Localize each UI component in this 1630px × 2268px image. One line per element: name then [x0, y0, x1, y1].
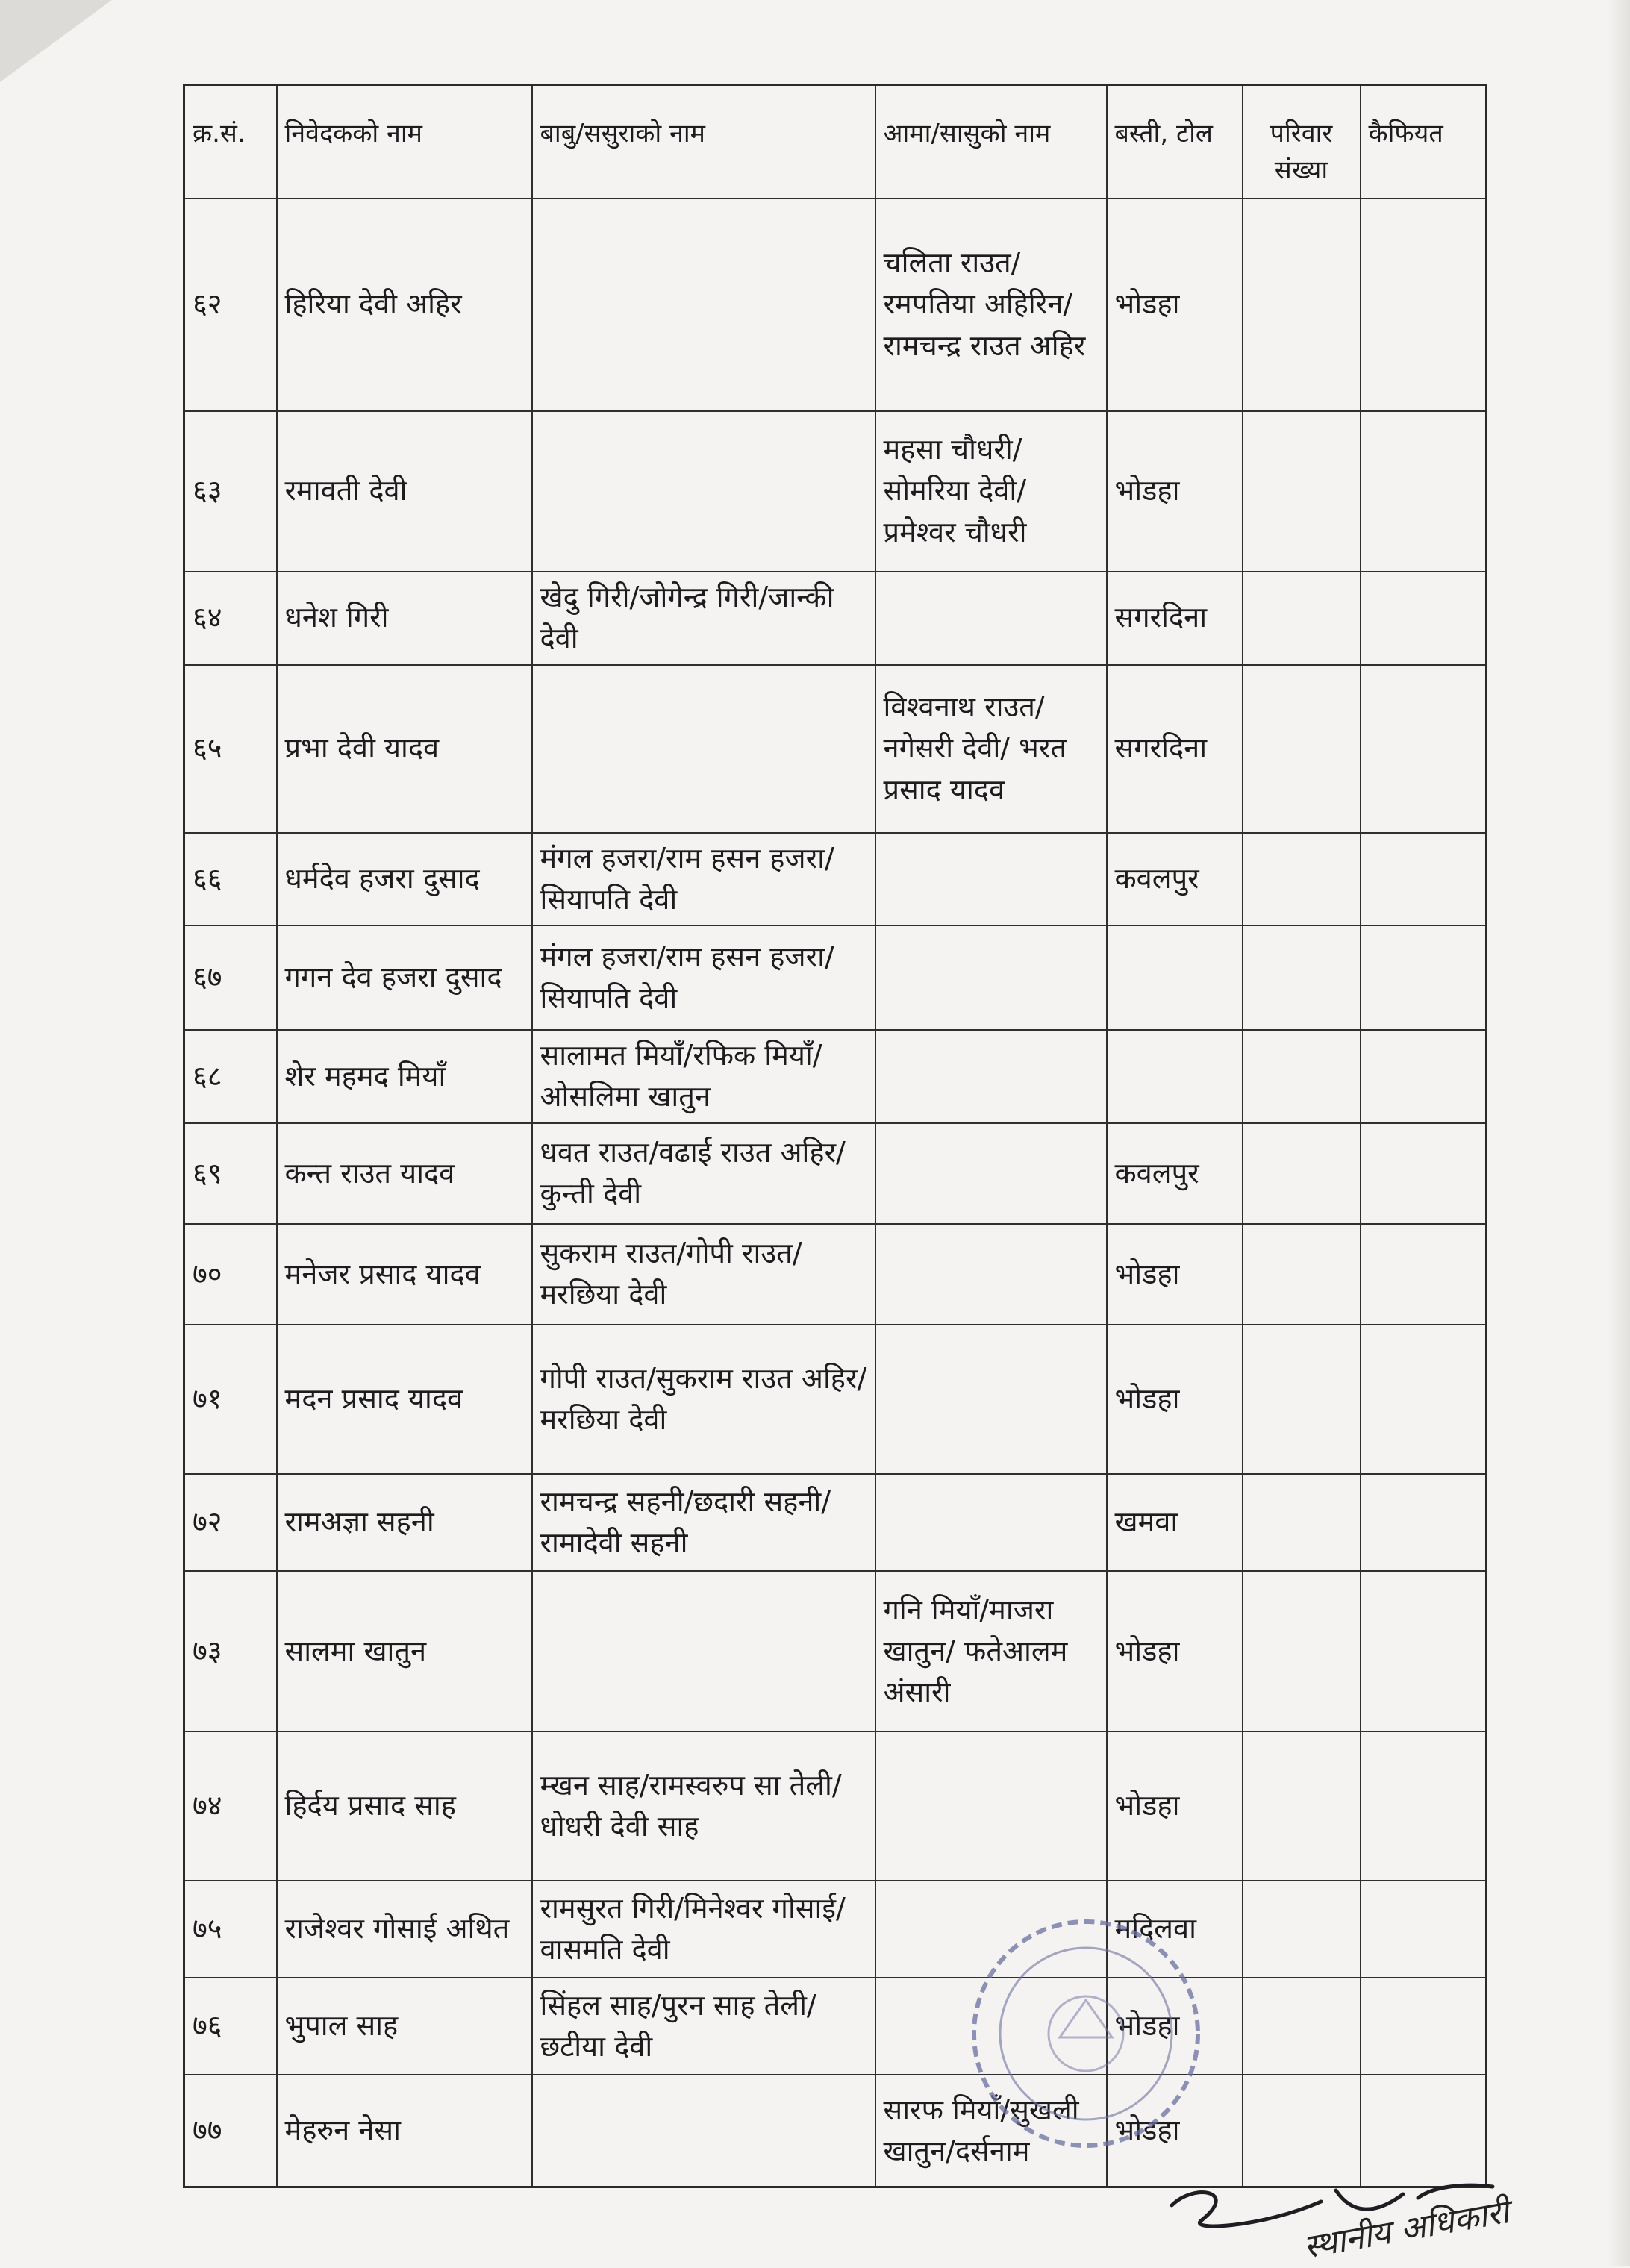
- header-remarks: कैफियत: [1361, 85, 1487, 199]
- settlement: [1107, 1030, 1243, 1123]
- remarks: [1361, 1224, 1487, 1325]
- applicant-register-table: [183, 84, 1487, 2188]
- remarks: [1361, 1731, 1487, 1881]
- applicant-name: शेर महमद मियाँ: [277, 1030, 532, 1123]
- applicant-name: मनेजर प्रसाद यादव: [277, 1224, 532, 1325]
- applicant-name: गगन देव हजरा दुसाद: [277, 925, 532, 1030]
- header-father: बाबु/ससुराको नाम: [532, 85, 875, 199]
- family-count: [1243, 1123, 1361, 1224]
- table-row: [184, 572, 1487, 665]
- applicant-name: धर्मदेव हजरा दुसाद: [277, 833, 532, 925]
- remarks: [1361, 199, 1487, 411]
- father-name: रामसुरत गिरी/मिनेश्वर गोसाई/वासमति देवी: [532, 1881, 875, 1978]
- remarks: [1361, 833, 1487, 925]
- table-row: [184, 1571, 1487, 1731]
- serial-number: ७५: [184, 1881, 277, 1978]
- table-row: [184, 1978, 1487, 2075]
- father-name: मंगल हजरा/राम हसन हजरा/सियापति देवी: [532, 925, 875, 1030]
- father-name: सुकराम राउत/गोपी राउत/ मरछिया देवी: [532, 1224, 875, 1325]
- table-row: [184, 1030, 1487, 1123]
- father-name: सालामत मियाँ/रफिक मियाँ/ओसलिमा खातुन: [532, 1030, 875, 1123]
- remarks: [1361, 1030, 1487, 1123]
- applicant-name: धनेश गिरी: [277, 572, 532, 665]
- mother-name: चलिता राउत/रमपतिया अहिरिन/रामचन्द्र राउत अहिर: [875, 199, 1107, 411]
- settlement: भोडहा: [1107, 1571, 1243, 1731]
- family-count: [1243, 1030, 1361, 1123]
- father-name: धवत राउत/वढाई राउत अहिर/कुन्ती देवी: [532, 1123, 875, 1224]
- table-row: [184, 1731, 1487, 1881]
- mother-name: [875, 925, 1107, 1030]
- serial-number: ७२: [184, 1474, 277, 1571]
- header-sn: क्र.सं.: [184, 85, 277, 199]
- remarks: [1361, 1881, 1487, 1978]
- serial-number: ६९: [184, 1123, 277, 1224]
- mother-name: [875, 1474, 1107, 1571]
- mother-name: [875, 1123, 1107, 1224]
- settlement: [1107, 925, 1243, 1030]
- mother-name: सारफ मियाँ/सुखली खातुन/दर्सनाम: [875, 2075, 1107, 2187]
- father-name: [532, 2075, 875, 2187]
- settlement: सगरदिना: [1107, 572, 1243, 665]
- office-title: स्थानीय अधिकारी: [1301, 2193, 1512, 2267]
- father-name: मंगल हजरा/राम हसन हजरा/सियापति देवी: [532, 833, 875, 925]
- header-mother: आमा/सासुको नाम: [875, 85, 1107, 199]
- header-applicant: निवेदकको नाम: [277, 85, 532, 199]
- serial-number: ६२: [184, 199, 277, 411]
- applicant-name: मदन प्रसाद यादव: [277, 1325, 532, 1474]
- applicant-name: कन्त राउत यादव: [277, 1123, 532, 1224]
- family-count: [1243, 665, 1361, 833]
- applicant-name: रामअज्ञा सहनी: [277, 1474, 532, 1571]
- paper-edge-shadow: [1608, 0, 1630, 2266]
- remarks: [1361, 1571, 1487, 1731]
- remarks: [1361, 1123, 1487, 1224]
- settlement: सगरदिना: [1107, 665, 1243, 833]
- family-count: [1243, 1224, 1361, 1325]
- applicant-name: रमावती देवी: [277, 411, 532, 572]
- family-count: [1243, 572, 1361, 665]
- table-row: [184, 833, 1487, 925]
- serial-number: ७०: [184, 1224, 277, 1325]
- table-row: [184, 925, 1487, 1030]
- serial-number: ६८: [184, 1030, 277, 1123]
- family-count: [1243, 1881, 1361, 1978]
- mother-name: [875, 833, 1107, 925]
- table-row: [184, 1123, 1487, 1224]
- header-row: [184, 85, 1487, 199]
- settlement: भोडहा: [1107, 199, 1243, 411]
- remarks: [1361, 925, 1487, 1030]
- father-name: [532, 199, 875, 411]
- father-name: सिंहल साह/पुरन साह तेली/छटीया देवी: [532, 1978, 875, 2075]
- folded-corner: [0, 0, 112, 82]
- serial-number: ६६: [184, 833, 277, 925]
- remarks: [1361, 411, 1487, 572]
- table-row: [184, 1325, 1487, 1474]
- father-name: खेदु गिरी/जोगेन्द्र गिरी/जान्की देवी: [532, 572, 875, 665]
- table-row: [184, 1474, 1487, 1571]
- settlement: कवलपुर: [1107, 833, 1243, 925]
- family-count: [1243, 1571, 1361, 1731]
- mother-name: विश्वनाथ राउत/नगेसरी देवी/ भरत प्रसाद यादव: [875, 665, 1107, 833]
- serial-number: ७३: [184, 1571, 277, 1731]
- office-seal-stamp: [963, 1911, 1209, 2157]
- applicant-name: मेहरुन नेसा: [277, 2075, 532, 2187]
- family-count: [1243, 833, 1361, 925]
- settlement: भोडहा: [1107, 2075, 1243, 2187]
- father-name: म्खन साह/रामस्वरुप सा तेली/धोधरी देवी साह: [532, 1731, 875, 1881]
- header-family-count: परिवार संख्या: [1243, 85, 1361, 199]
- settlement: भोडहा: [1107, 1224, 1243, 1325]
- serial-number: ६३: [184, 411, 277, 572]
- table-row: [184, 411, 1487, 572]
- settlement: भोडहा: [1107, 1325, 1243, 1474]
- serial-number: ६५: [184, 665, 277, 833]
- header-settlement: बस्ती, टोल: [1107, 85, 1243, 199]
- father-name: रामचन्द्र सहनी/छदारी सहनी/रामादेवी सहनी: [532, 1474, 875, 1571]
- serial-number: ७१: [184, 1325, 277, 1474]
- father-name: [532, 411, 875, 572]
- settlement: खमवा: [1107, 1474, 1243, 1571]
- table-row: [184, 199, 1487, 411]
- table-row: [184, 1224, 1487, 1325]
- family-count: [1243, 1731, 1361, 1881]
- mother-name: महसा चौधरी/सोमरिया देवी/ प्रमेश्वर चौधरी: [875, 411, 1107, 572]
- settlement: कवलपुर: [1107, 1123, 1243, 1224]
- serial-number: ७७: [184, 2075, 277, 2187]
- serial-number: ७६: [184, 1978, 277, 2075]
- settlement: भोडहा: [1107, 1731, 1243, 1881]
- family-count: [1243, 1474, 1361, 1571]
- father-name: गोपी राउत/सुकराम राउत अहिर/मरछिया देवी: [532, 1325, 875, 1474]
- applicant-name: भुपाल साह: [277, 1978, 532, 2075]
- applicant-name: प्रभा देवी यादव: [277, 665, 532, 833]
- settlement: भोडहा: [1107, 411, 1243, 572]
- mother-name: [875, 1731, 1107, 1881]
- serial-number: ६७: [184, 925, 277, 1030]
- family-count: [1243, 411, 1361, 572]
- table-row: [184, 665, 1487, 833]
- family-count: [1243, 1978, 1361, 2075]
- table-row: [184, 1881, 1487, 1978]
- mother-name: [875, 1325, 1107, 1474]
- serial-number: ६४: [184, 572, 277, 665]
- family-count: [1243, 199, 1361, 411]
- family-count: [1243, 925, 1361, 1030]
- mother-name: [875, 1030, 1107, 1123]
- applicant-name: हिरिया देवी अहिर: [277, 199, 532, 411]
- remarks: [1361, 572, 1487, 665]
- remarks: [1361, 1978, 1487, 2075]
- serial-number: ७४: [184, 1731, 277, 1881]
- settlement: मदिलवा: [1107, 1881, 1243, 1978]
- mother-name: [875, 572, 1107, 665]
- family-count: [1243, 1325, 1361, 1474]
- applicant-name: सालमा खातुन: [277, 1571, 532, 1731]
- mother-name: गनि मियाँ/माजरा खातुन/ फतेआलम अंसारी: [875, 1571, 1107, 1731]
- applicant-name: हिर्दय प्रसाद साह: [277, 1731, 532, 1881]
- remarks: [1361, 1474, 1487, 1571]
- applicant-name: राजेश्वर गोसाई अथित: [277, 1881, 532, 1978]
- remarks: [1361, 665, 1487, 833]
- remarks: [1361, 1325, 1487, 1474]
- father-name: [532, 665, 875, 833]
- mother-name: [875, 1224, 1107, 1325]
- settlement: भोडहा: [1107, 1978, 1243, 2075]
- father-name: [532, 1571, 875, 1731]
